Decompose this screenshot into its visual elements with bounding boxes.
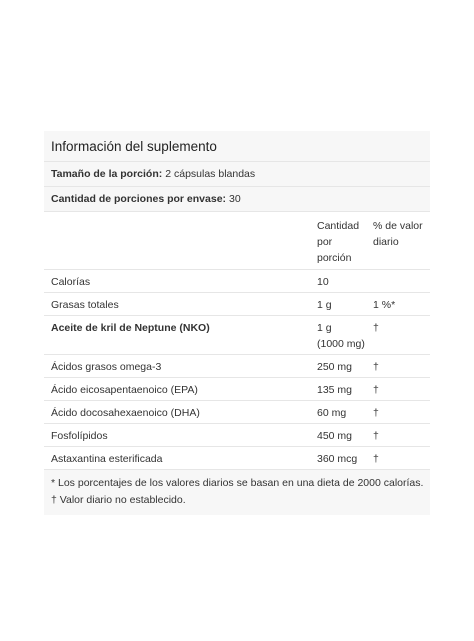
table-row (44, 293, 430, 316)
nutrient-amount: 360 mcg (312, 447, 368, 470)
nutrient-dv: † (368, 316, 430, 355)
footnote-dv-basis: * Los porcentajes de los valores diarios se basan en una dieta de 2000 calorías. (51, 477, 424, 489)
table-row (44, 355, 430, 378)
nutrient-name: Ácidos grasos omega-3 (44, 355, 312, 378)
table-row (44, 378, 430, 401)
nutrient-name: Ácido docosahexaenoico (DHA) (44, 401, 312, 424)
nutrient-name: Ácido eicosapentaenoico (EPA) (44, 378, 312, 401)
nutrient-name: Astaxantina esterificada (44, 447, 312, 470)
dv-column-header: % de valor diario (368, 212, 430, 270)
table-header-row (44, 212, 430, 270)
table-row (44, 316, 430, 355)
nutrient-dv: † (368, 424, 430, 447)
servings-per-container-value: 30 (229, 193, 241, 205)
nutrient-name: Calorías (44, 270, 312, 293)
nutrient-amount: 60 mg (312, 401, 368, 424)
nutrient-dv (368, 270, 430, 293)
nutrient-amount-line1: 1 g (317, 322, 332, 334)
nutrient-name: Fosfolípidos (44, 424, 312, 447)
supplement-facts-panel (44, 131, 430, 515)
nutrient-amount: 450 mg (312, 424, 368, 447)
servings-per-container-label: Cantidad de porciones por envase: (51, 193, 227, 205)
serving-size-label: Tamaño de la porción: (51, 168, 163, 180)
nutrient-amount-line2: (1000 mg) (317, 338, 365, 350)
nutrient-table (44, 212, 430, 470)
serving-size-row (44, 162, 430, 187)
nutrient-name: Aceite de kril de Neptune (NKO) (44, 316, 312, 355)
nutrient-name: Grasas totales (44, 293, 312, 316)
nutrient-amount: 1 g (312, 293, 368, 316)
footnotes (44, 470, 430, 515)
table-row (44, 270, 430, 293)
nutrient-amount: 250 mg (312, 355, 368, 378)
nutrient-dv: † (368, 378, 430, 401)
table-row (44, 447, 430, 470)
nutrient-dv: † (368, 447, 430, 470)
nutrient-amount: 135 mg (312, 378, 368, 401)
table-row (44, 424, 430, 447)
serving-size-value: 2 cápsulas blandas (165, 168, 256, 180)
table-row (44, 401, 430, 424)
nutrient-dv: † (368, 355, 430, 378)
nutrient-dv: † (368, 401, 430, 424)
nutrient-amount (312, 316, 368, 355)
panel-title: Información del suplemento (44, 131, 430, 162)
amount-column-header: Cantidad por porción (312, 212, 368, 270)
footnote-dv-not-established: † Valor diario no establecido. (51, 494, 186, 506)
nutrient-amount: 10 (312, 270, 368, 293)
nutrient-dv: 1 %* (368, 293, 430, 316)
servings-per-container-row (44, 187, 430, 212)
